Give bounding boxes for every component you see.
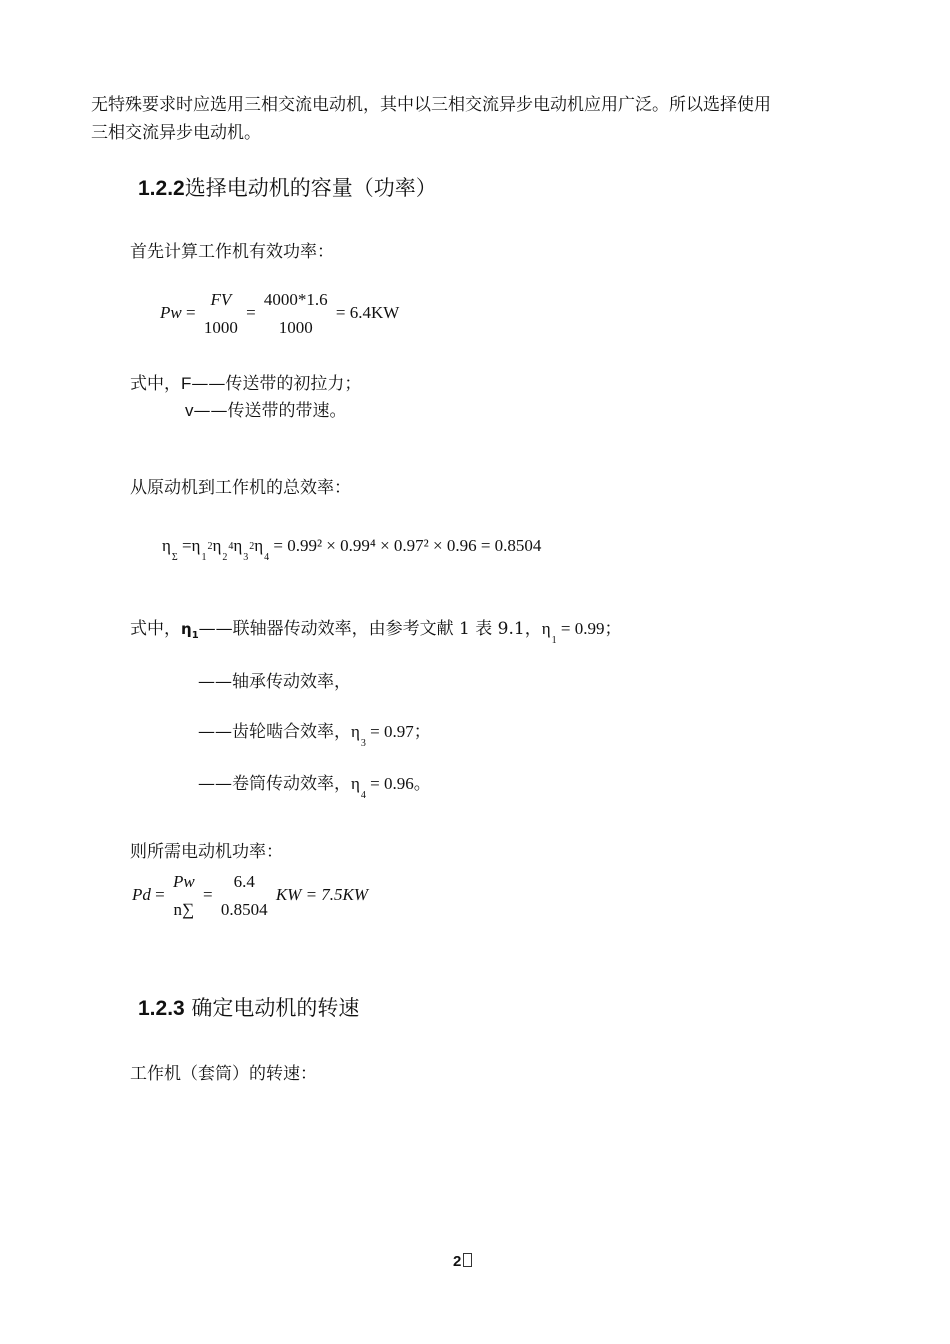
section-title: 确定电动机的转速 <box>191 996 360 1020</box>
eq-pd-frac1-num: Pw <box>172 872 195 891</box>
missing-glyph-icon <box>463 1253 472 1267</box>
eta4-definition: ——卷筒传动效率，$\eta_4 = 0.96$。 <box>198 774 431 801</box>
section-number: 1.2.2 <box>138 177 185 200</box>
eq-pd-frac1-den: n∑ <box>173 900 195 919</box>
where-v-text: ——传送带的带速。 <box>193 401 347 421</box>
eq-pw-frac1-den: 1000 <box>203 318 238 337</box>
eq-pd-fraction-1 <box>169 872 199 920</box>
eq-eta-values: = 0.99² × 0.99⁴ × 0.97² × 0.96 = 0.8504 <box>273 536 542 555</box>
where-v-line <box>185 396 347 421</box>
eta4-text: ——卷筒传动效率， <box>198 774 351 794</box>
eq-eta-sigma: Σ <box>171 552 178 563</box>
where-f-symbol: F <box>181 374 192 393</box>
eta4-value: = 0.96。 <box>370 774 431 793</box>
paragraph-total-efficiency: 从原动机到工作机的总效率： <box>130 478 351 498</box>
eq-pw-result: = 6.4KW <box>335 302 400 322</box>
equation-pd: Pd = Pw n∑ = 6.4 0.8504 KW = 7.5KW <box>132 872 369 919</box>
eta2-definition: ——轴承传动效率， <box>198 672 351 692</box>
eq-pd-lhs: Pd <box>132 884 151 904</box>
eq-pd-result: KW = 7.5KW <box>275 884 369 904</box>
eq-pd-frac2-den: 0.8504 <box>220 900 268 919</box>
eta1-definition: 式中，$\eta_1——$联轴器传动效率，由参考文献 1 表 9.1，$\eta_1 = 0.99$； <box>130 619 622 646</box>
section-heading-123 <box>138 992 359 1022</box>
paragraph-work-machine-speed: 工作机（套筒）的转速： <box>130 1064 317 1084</box>
page-number-value: 2 <box>453 1253 462 1270</box>
eta3-text: ——齿轮啮合效率， <box>198 722 351 742</box>
section-heading-122 <box>138 172 437 202</box>
page-number <box>453 1253 472 1270</box>
paragraph-required-power: 则所需电动机功率： <box>130 842 283 862</box>
eq-pd-fraction-2 <box>217 872 272 920</box>
eq-pw-fraction-2 <box>260 290 332 338</box>
where-f-text: ——传送带的初拉力； <box>191 374 362 394</box>
section-title: 选择电动机的容量（功率） <box>184 176 437 200</box>
eta3-definition: ——齿轮啮合效率，$\eta_3 = 0.97$； <box>198 722 431 749</box>
eq-pw-lhs: Pw <box>160 302 182 322</box>
where-v-symbol: v <box>185 401 194 420</box>
equation-eta: $\eta_\Sigma =\eta_12\eta_24\eta_32\eta_4 = 0.99^2 \times 0.99^4 \times 0.97^2 \times 0.96 = 0.8504$ <box>162 536 542 563</box>
where-f-line <box>130 369 361 394</box>
eq-pw-frac2-den: 1000 <box>278 318 313 337</box>
eta1-symbol-icon: $\eta_1$ <box>181 620 199 641</box>
paragraph-effective-power: 首先计算工作机有效功率： <box>130 242 334 262</box>
intro-line-2: 三相交流异步电动机。 <box>91 123 261 143</box>
eta-defs-prefix: 式中， <box>130 619 181 639</box>
eq-pw-fraction-1 <box>200 290 242 338</box>
eta3-value: = 0.97； <box>370 722 431 741</box>
section-number: 1.2.3 <box>138 997 185 1020</box>
intro-line-1: 无特殊要求时应选用三相交流电动机，其中以三相交流异步电动机应用广泛。所以选择使用 <box>91 95 771 115</box>
eta1-text: ——联轴器传动效率，由参考文献 1 表 9.1， <box>198 619 542 639</box>
eq-pw-frac1-num: FV <box>210 290 232 309</box>
where-prefix: 式中， <box>130 374 181 394</box>
eq-pw-frac2-num: 4000*1.6 <box>263 290 328 309</box>
eta1-value: = 0.99； <box>560 619 622 638</box>
eq-pd-frac2-num: 6.4 <box>233 872 255 891</box>
equation-pw: Pw = FV 1000 = 4000*1.6 1000 = 6.4KW <box>160 290 400 337</box>
